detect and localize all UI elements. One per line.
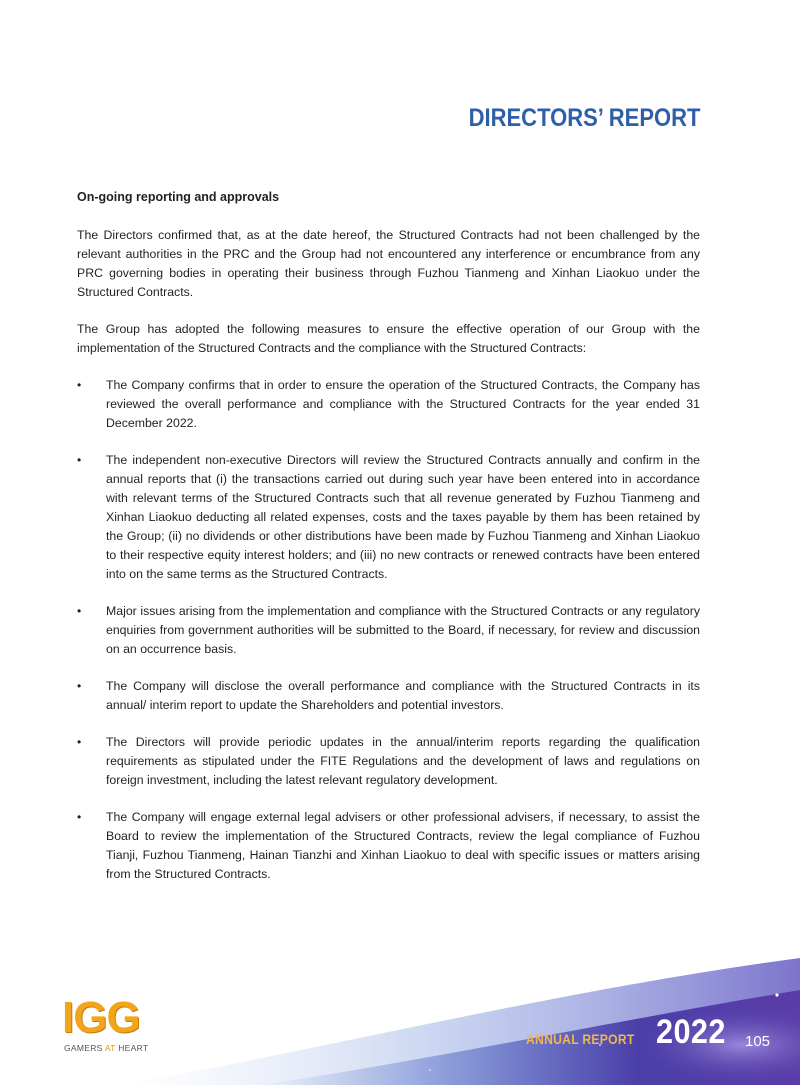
list-item	[77, 733, 700, 790]
igg-logo	[62, 992, 172, 1056]
page-number: 105	[745, 1033, 771, 1050]
list-item	[77, 602, 700, 659]
bullet-icon: •	[77, 735, 82, 749]
main-content	[77, 188, 700, 902]
paragraph-2: The Group has adopted the following measures to ensure the effective operation of our Group with the implementation of the Structured Contracts and the compliance with the Structured Contracts:	[77, 322, 700, 355]
list-item	[77, 808, 700, 884]
list-item-text: The Directors will provide periodic updates in the annual/interim reports regarding the qualification requirements as stipulated under the FITE Regulations and the development of laws and regulations on foreign investment, including the latest relevant regulatory development.	[106, 735, 700, 787]
section-heading: On-going reporting and approvals	[77, 190, 280, 204]
logo-wordmark: IGG	[62, 993, 140, 1042]
list-item	[77, 376, 700, 433]
report-year: 2022	[656, 1013, 726, 1051]
bullet-icon: •	[77, 604, 82, 618]
list-item-text: Major issues arising from the implementation and compliance with the Structured Contracts or any regulatory enquiries from government authorities will be submitted to the Board, if necessary, for review and discussion on an occurrence basis.	[106, 604, 700, 656]
bullet-icon: •	[77, 378, 82, 392]
measures-list	[77, 376, 700, 884]
list-item	[77, 677, 700, 715]
logo-tagline: GAMERS AT HEART	[64, 1043, 149, 1053]
list-item	[77, 451, 700, 584]
bullet-icon: •	[77, 679, 82, 693]
list-item-text: The Company will engage external legal advisers or other professional advisers, if necessary, to assist the Board to review the implementation of the Structured Contracts, review the legal compliance of Fuzhou Tianji, Fuzhou Tianmeng, Hainan Tianzhi and Xinhan Liaokuo to deal with specific issues or matters arising from the Structured Contracts.	[106, 810, 700, 881]
bullet-icon: •	[77, 453, 82, 467]
list-item-text: The Company will disclose the overall performance and compliance with the Structured Contracts in its annual/ interim report to update the Shareholders and potential investors.	[106, 679, 700, 712]
list-item-text: The Company confirms that in order to ensure the operation of the Structured Contracts, the Company has reviewed the overall performance and compliance with the Structured Contracts for the year ended 31 December 2022.	[106, 378, 700, 430]
page-title: DIRECTORS’ REPORT	[468, 104, 700, 132]
paragraph-1: The Directors confirmed that, as at the date hereof, the Structured Contracts had not been challenged by the relevant authorities in the PRC and the Group had not encountered any interference or encumbrance from any PRC governing bodies in operating their business through Fuzhou Tianmeng and Xinhan Liaokuo under the Structured Contracts.	[77, 228, 700, 299]
annual-report-label: ANNUAL REPORT	[526, 1032, 635, 1047]
list-item-text: The independent non-executive Directors will review the Structured Contracts annually and confirm in the annual reports that (i) the transactions carried out during such year have been entered into in accordance with relevant terms of the Structured Contracts such that all revenue generated by Fuzhou Tianmeng and Xinhan Liaokuo deducting all related expenses, costs and the taxes payable by them has been retained by the Group; (ii) no dividends or other distributions have been made by Fuzhou Tianmeng and Xinhan Liaokuo to their respective equity interest holders; and (iii) no new contracts or renewed contracts have been entered into on the same terms as the Structured Contracts.	[106, 453, 700, 581]
bullet-icon: •	[77, 810, 82, 824]
